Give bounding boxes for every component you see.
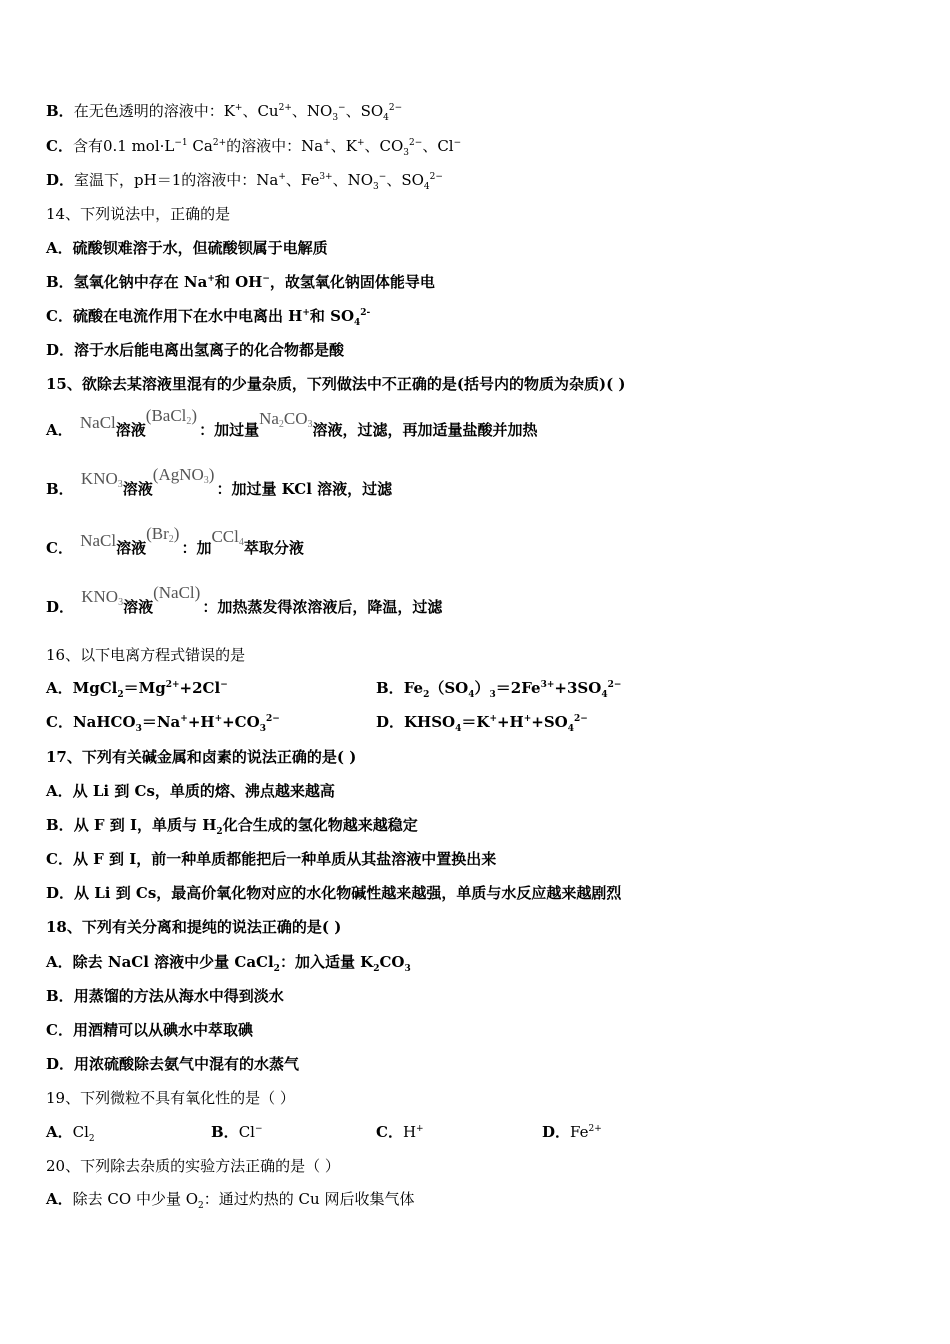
formula: (AgNO: [152, 465, 204, 484]
formula: ): [208, 465, 215, 484]
q13-option-c: [46, 136, 461, 156]
q18-stem: 18、下列有关分离和提纯的说法正确的是( ): [46, 918, 342, 936]
charge: +: [302, 308, 310, 318]
option-text: 溶液，过滤，再加适量盐酸并加热: [312, 421, 538, 439]
option-text: 、Cu: [242, 102, 279, 120]
q18-option-d: [46, 1054, 299, 1074]
q14-option-a: [46, 238, 328, 258]
formula: Cl: [72, 1123, 89, 1141]
subscript: 2: [198, 1201, 204, 1211]
q16-stem: 16、以下电离方程式错误的是: [46, 646, 246, 664]
option-label: A．: [46, 1123, 73, 1141]
subscript: 2: [423, 690, 430, 700]
formula: Na: [259, 409, 279, 428]
q16-option-d: [376, 712, 588, 732]
q18-option-b: [46, 986, 284, 1006]
option-text: ：加入适量 K: [279, 953, 374, 971]
option-label: B．: [46, 102, 74, 120]
option-text: ：加过量: [199, 421, 260, 439]
charge: +: [234, 103, 243, 113]
option-label: D．: [46, 598, 75, 616]
q16-option-a: [46, 679, 228, 700]
option-text: Ca: [187, 137, 213, 155]
formula: ＝Mg: [123, 679, 166, 697]
option-text: 化合生成的氢化物越来越稳定: [222, 816, 418, 834]
subscript: 4: [567, 724, 575, 734]
q17-option-c: [46, 849, 496, 869]
impurity: [146, 406, 197, 425]
subscript: 2: [168, 534, 174, 545]
option-label: A．: [46, 782, 73, 800]
formula: Fe: [570, 1123, 589, 1141]
option-text: ：加热蒸发得浓溶液后，降温，过滤: [202, 598, 443, 616]
formula: Fe: [403, 679, 424, 697]
q16-row-1: [46, 678, 906, 698]
q20-option-a: [46, 1189, 414, 1209]
charge: 2+: [212, 138, 227, 148]
option-label: C．: [46, 1021, 73, 1039]
charge: −: [453, 138, 462, 148]
subscript: 4: [354, 318, 361, 328]
formula: +3SO: [554, 679, 602, 697]
formula: ＝K: [461, 713, 490, 731]
exponent: −1: [174, 138, 188, 148]
formula: CCl: [211, 527, 239, 546]
subscript: 3: [404, 964, 411, 974]
option-text: ：通过灼热的 Cu 网后收集气体: [203, 1190, 415, 1208]
formula: [81, 587, 123, 606]
charge: 3+: [540, 680, 555, 690]
formula: (BaCl: [145, 406, 187, 425]
q15-option-a: [46, 406, 538, 446]
q15-option-b: [46, 465, 393, 505]
charge: 2−: [388, 103, 403, 113]
q16-row-2: [46, 712, 906, 732]
option-text: 、K: [330, 137, 357, 155]
charge: 2−: [409, 138, 423, 148]
charge: −: [338, 103, 346, 113]
impurity: [146, 524, 179, 543]
option-text: 氢氧化钠中存在 Na: [73, 273, 208, 291]
subscript: 2: [278, 419, 284, 430]
option-text: 和 SO: [309, 307, 355, 325]
subscript: 4: [455, 724, 462, 734]
q17-option-d: [46, 883, 621, 903]
q17-option-a: [46, 781, 335, 801]
option-text: 用酒精可以从碘水中萃取碘: [72, 1021, 253, 1039]
option-text: 、Fe: [285, 171, 320, 189]
q13-option-b: [46, 101, 402, 121]
charge: 2−: [429, 172, 443, 182]
option-label: B．: [211, 1123, 239, 1141]
subscript: 2: [186, 416, 192, 427]
formula: NaHCO: [72, 713, 136, 731]
option-label: C．: [46, 713, 73, 731]
formula: KNO: [81, 587, 119, 606]
option-text: 溶液: [122, 480, 153, 498]
charge: 2+: [588, 1124, 602, 1134]
formula: +CO: [222, 713, 260, 731]
q17-stem: 17、下列有关碱金属和卤素的说法正确的是( ): [46, 748, 357, 766]
q20-stem: 20、下列除去杂质的实验方法正确的是（ ）: [46, 1157, 340, 1175]
formula: (Br: [146, 524, 169, 543]
q15-stem: 15、欲除去某溶液里混有的少量杂质，下列做法中不正确的是(括号内的物质为杂质)( ): [46, 375, 626, 393]
option-text: 从 F 到 I，单质与 H: [73, 816, 217, 834]
subscript: 3: [118, 597, 124, 608]
reagent: [211, 527, 243, 546]
option-text: 除去 NaCl 溶液中少量 CaCl: [72, 953, 274, 971]
q14-option-d: [46, 340, 344, 360]
option-label: C．: [46, 539, 73, 557]
option-text: 、Cl: [422, 137, 454, 155]
charge: 2−: [607, 680, 622, 690]
option-text: 、NO: [332, 171, 374, 189]
option-label: A．: [46, 953, 73, 971]
subscript: 3: [259, 724, 266, 734]
q13-option-d: [46, 170, 443, 190]
option-label: D．: [46, 341, 75, 359]
formula: +H: [496, 713, 524, 731]
option-text: 从 F 到 I，前一种单质都能把后一种单质从其盐溶液中置换出来: [72, 850, 497, 868]
q19-option-a: [46, 1122, 95, 1142]
option-text: 的溶液中：Na: [226, 137, 324, 155]
q19-option-c: [376, 1122, 424, 1142]
formula: KHSO: [404, 713, 456, 731]
charge: −: [378, 172, 387, 182]
option-text: ：加过量 KCl 溶液，过滤: [216, 480, 393, 498]
option-label: C．: [376, 1123, 403, 1141]
formula: H: [402, 1123, 417, 1141]
option-text: 溶液: [116, 539, 147, 557]
charge: +: [489, 714, 497, 724]
charge: +: [278, 172, 286, 182]
option-label: D．: [46, 1055, 75, 1073]
charge: 3+: [319, 172, 333, 182]
subscript: 3: [373, 182, 379, 192]
charge: −: [220, 680, 228, 690]
formula: +SO: [531, 713, 568, 731]
q16-option-c: [46, 713, 280, 734]
charge: 2−: [574, 714, 588, 724]
option-text: 除去 CO 中少量 O: [72, 1190, 199, 1208]
subscript: 2: [373, 964, 380, 974]
subscript: 4: [468, 690, 475, 700]
q14-stem: 14、下列说法中，正确的是: [46, 205, 231, 223]
option-text: 在无色透明的溶液中：K: [73, 102, 235, 120]
formula: NaCl: [79, 413, 116, 432]
option-text: CO: [379, 953, 405, 971]
option-text: 从 Li 到 Cs，最高价氧化物对应的水化物碱性越来越强，单质与水反应越来越剧烈: [74, 884, 622, 902]
option-label: B．: [376, 679, 404, 697]
option-label: D．: [46, 171, 75, 189]
subscript: 3: [117, 479, 123, 490]
formula: （SO: [429, 679, 469, 697]
formula: ): [191, 406, 198, 425]
formula: [81, 469, 123, 488]
formula: NaCl: [80, 531, 117, 550]
subscript: 3: [403, 148, 410, 158]
impurity: [153, 465, 215, 484]
q16-option-b: [376, 678, 621, 698]
charge: +: [214, 714, 223, 724]
formula: KNO: [80, 469, 118, 488]
subscript: 3: [203, 475, 209, 486]
option-label: A．: [46, 679, 73, 697]
charge: 2-: [360, 308, 371, 318]
subscript: 2: [117, 690, 124, 700]
option-text: 溶于水后能电离出氢离子的化合物都是酸: [74, 341, 345, 359]
option-text: 溶液: [123, 598, 154, 616]
option-text: 硫酸钡难溶于水，但硫酸钡属于电解质: [72, 239, 328, 257]
reagent: [259, 409, 312, 428]
subscript: 2: [216, 827, 223, 837]
q19-option-d: [542, 1122, 602, 1142]
q19-option-b: [211, 1122, 263, 1142]
option-text: 从 Li 到 Cs，单质的熔、沸点越来越高: [72, 782, 335, 800]
q19-stem: 19、下列微粒不具有氧化性的是（ ）: [46, 1089, 295, 1107]
subscript: 3: [332, 113, 339, 123]
formula: ): [173, 524, 180, 543]
subscript: 4: [423, 182, 430, 192]
formula: +2Cl: [179, 679, 221, 697]
option-text: ，故氢氧化钠固体能导电: [269, 273, 435, 291]
subscript: 2: [273, 964, 280, 974]
option-label: A．: [46, 421, 73, 439]
charge: +: [180, 714, 188, 724]
q18-option-c: [46, 1020, 253, 1040]
subscript: 3: [135, 724, 142, 734]
charge: +: [523, 714, 532, 724]
subscript: 4: [601, 690, 608, 700]
impurity: (NaCl): [153, 583, 201, 602]
subscript: 4: [238, 537, 244, 548]
option-text: 、NO: [291, 102, 333, 120]
charge: −: [254, 1124, 263, 1134]
formula: Cl: [238, 1123, 255, 1141]
option-text: 、SO: [345, 102, 384, 120]
option-text: 溶液: [115, 421, 146, 439]
charge: 2−: [265, 714, 280, 724]
charge: +: [356, 138, 365, 148]
charge: +: [323, 138, 331, 148]
option-text: 用浓硫酸除去氨气中混有的水蒸气: [74, 1055, 300, 1073]
subscript: 3: [307, 419, 313, 430]
formula: +H: [187, 713, 215, 731]
q15-option-d: [46, 583, 443, 623]
option-label: D．: [376, 713, 405, 731]
q17-option-b: [46, 815, 418, 835]
q14-option-c: [46, 306, 370, 326]
option-text: 和 OH: [214, 273, 263, 291]
option-label: B．: [46, 816, 74, 834]
subscript: 3: [489, 690, 496, 700]
option-label: A．: [46, 1190, 73, 1208]
option-text: ：加: [181, 539, 212, 557]
q15-option-c: [46, 524, 304, 564]
charge: −: [262, 274, 270, 284]
formula: CO: [283, 409, 308, 428]
charge: 2+: [165, 680, 180, 690]
option-text: 萃取分液: [243, 539, 304, 557]
option-label: B．: [46, 273, 74, 291]
option-text: 用蒸馏的方法从海水中得到淡水: [73, 987, 284, 1005]
charge: +: [207, 274, 215, 284]
option-label: D．: [46, 884, 75, 902]
formula: MgCl: [72, 679, 118, 697]
q18-option-a: [46, 952, 411, 972]
subscript: 4: [383, 113, 389, 123]
option-label: C．: [46, 850, 73, 868]
option-label: C．: [46, 307, 73, 325]
subscript: 2: [88, 1134, 95, 1144]
option-text: 硫酸在电流作用下在水中电离出 H: [72, 307, 303, 325]
option-text: 室温下，pH＝1的溶液中：Na: [74, 171, 279, 189]
q14-option-b: [46, 272, 435, 292]
option-label: B．: [46, 480, 74, 498]
formula: ＝2Fe: [495, 679, 541, 697]
option-text: 、SO: [386, 171, 424, 189]
option-label: C．: [46, 137, 73, 155]
charge: +: [416, 1124, 424, 1134]
option-text: 、CO: [364, 137, 404, 155]
formula: ）: [474, 679, 490, 697]
charge: 2+: [278, 103, 292, 113]
option-label: B．: [46, 987, 74, 1005]
formula: ＝Na: [141, 713, 181, 731]
option-label: D．: [542, 1123, 571, 1141]
option-text: 含有0.1 mol·L: [72, 137, 175, 155]
option-label: A．: [46, 239, 73, 257]
